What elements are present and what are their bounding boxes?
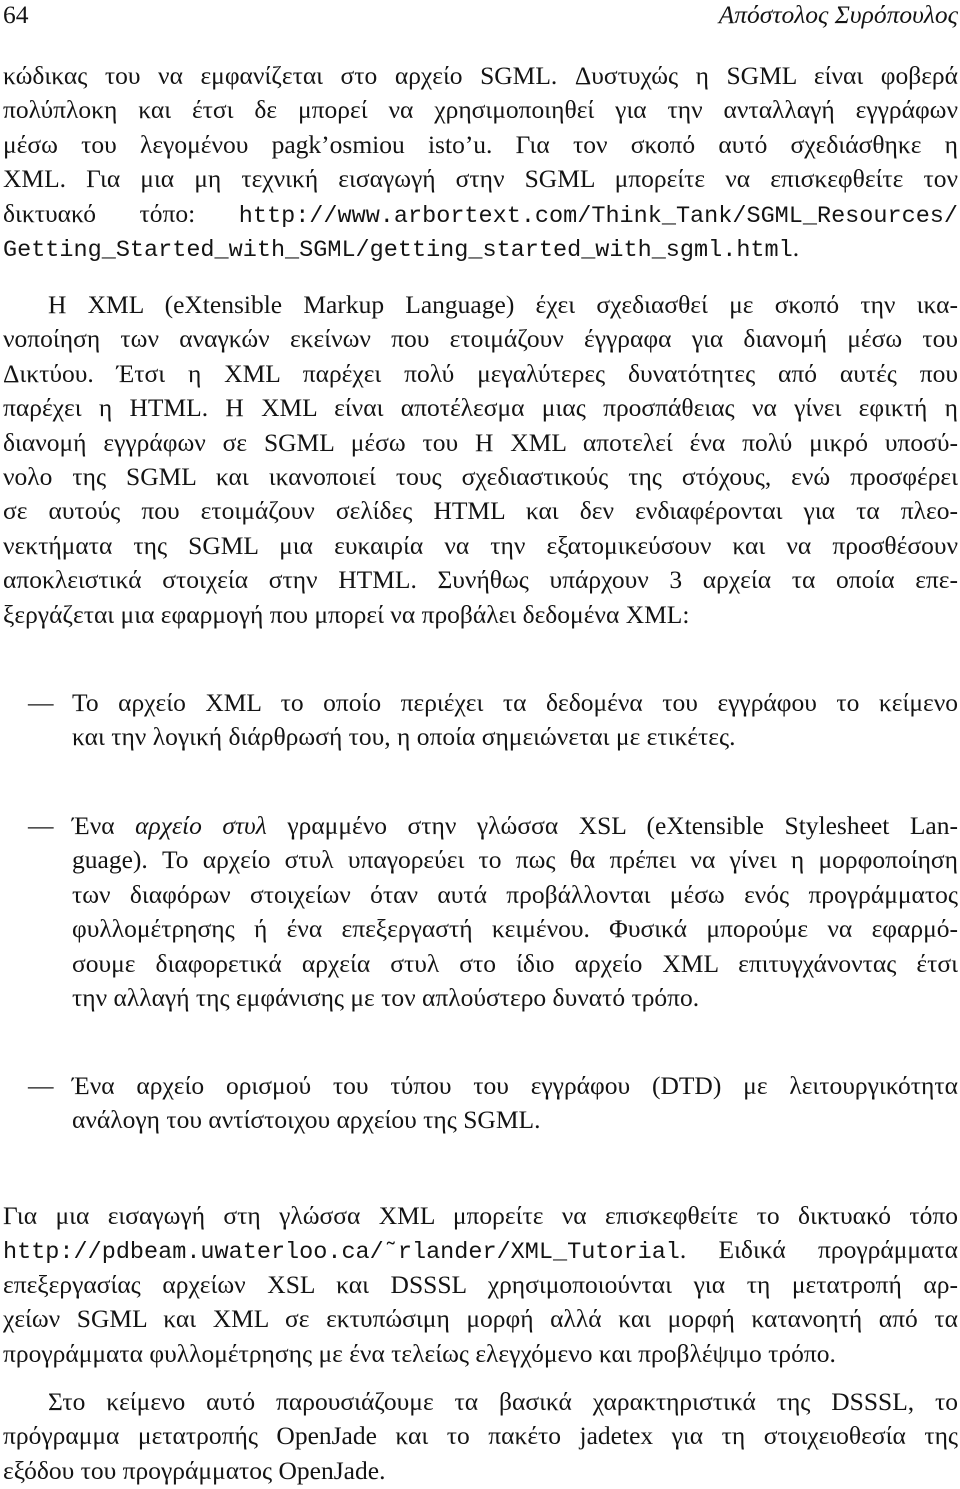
text-run: των διαφόρων στοιχείων όταν αυτά προβάλλονται μέσω ενός προγράμματος <box>72 879 958 909</box>
text-run: Ένα αρχείο ορισμού του τύπου του εγγράφου (DTD) με λειτουργικότητα <box>72 1071 958 1100</box>
text-line <box>3 598 958 632</box>
paragraph <box>3 1385 958 1488</box>
text-run: επεξεργασίας αρχείων XSL και DSSSL χρησιμοποιούνται για τη μετατροπή αρ- <box>3 1269 958 1299</box>
text-run: Ένα <box>72 811 136 840</box>
text-line <box>72 1103 958 1137</box>
text-line <box>3 128 958 162</box>
text-run: γραμμένο στην γλώσσα XSL (eXtensible Stylesheet Lan- <box>266 811 958 840</box>
text-line <box>3 494 958 528</box>
text-run: χείων SGML και XML σε εκτυπώσιμη μορφή αλλά και μορφή κατανοητή από τα <box>3 1304 958 1334</box>
text-run: ξεργάζεται μια εφαρμογή που μπορεί να προβάλει δεδομένα XML: <box>3 599 690 629</box>
text-run: . Ειδικά προγράμματα <box>679 1235 958 1265</box>
text-line <box>3 93 958 127</box>
text-run: φυλλομέτρησης ή ένα επεξεργαστή κειμένου. Φυσικά μπορούμε να εφαρμό- <box>72 914 958 944</box>
text-run: μέσω του λεγομένου pagk’osmiou isto’u. Για τον σκοπό αυτό σχεδιάσθηκε η <box>3 129 958 159</box>
url-text: Getting_Started_with_SGML/getting_started_with_sgml.html <box>3 236 793 264</box>
text-run: προγράμματα φυλλομέτρησης με ένα τελείως ελεγχόμενο και προβλέψιμο τρόπο. <box>3 1338 836 1368</box>
list-item <box>28 686 958 755</box>
text-line <box>3 288 958 322</box>
text-line <box>3 563 958 597</box>
text-line <box>3 197 958 231</box>
list-item <box>28 1069 958 1138</box>
list-item <box>28 809 958 1015</box>
text-run: Δικτύου. Έτσι η XML παρέχει πολύ μεγαλύτερες δυνατότητες από αυτές που <box>3 358 958 388</box>
text-line <box>3 231 958 265</box>
text-line <box>3 460 958 494</box>
text-line <box>72 843 958 877</box>
text-run: την αλλαγή της εμφάνισης με τον απλούστερο δυνατό τρόπο. <box>72 982 700 1012</box>
text-run: αποκλειστικά στοιχεία στην HTML. Συνήθως υπάρχουν 3 αρχεία τα οποία επε- <box>3 565 958 595</box>
text-run: Η XML (eXtensible Markup Language) έχει σχεδιασθεί με σκοπό την ικα- <box>48 290 958 319</box>
text-line <box>3 1233 958 1267</box>
text-run: ανάλογη του αντίστοιχου αρχείου της SGML. <box>72 1105 541 1135</box>
text-run: παρέχει η HTML. Η XML είναι αποτέλεσμα μιας προσπάθειας να γίνει εφικτή η <box>3 393 958 423</box>
text-line <box>3 529 958 563</box>
text-run: και την λογική διάρθρωσή του, η οποία σημειώνεται με ετικέτες. <box>72 722 736 752</box>
text-line <box>3 1268 958 1302</box>
text-run: XML. Για μια μη τεχνική εισαγωγή στην SGML μπορείτε να επισκεφθείτε τον <box>3 164 958 194</box>
text-run: διανομή εγγράφων σε SGML μέσω του Η XML αποτελεί ένα πολύ μικρό υποσύ- <box>3 427 958 457</box>
text-run: Το αρχείο XML το οποίο περιέχει τα δεδομένα του εγγράφου το κείμενο <box>72 688 958 717</box>
text-line <box>3 357 958 391</box>
paragraph <box>3 59 958 265</box>
text-run: . <box>792 232 800 262</box>
text-run: δικτυακό τόπο: <box>3 198 239 228</box>
text-line <box>72 720 958 754</box>
emphasized-text: αρχείο στυλ <box>135 811 267 840</box>
text-line <box>3 1419 958 1453</box>
running-header <box>3 0 958 30</box>
text-run: Στο κείμενο αυτό παρουσιάζουμε τα βασικά χαρακτηριστικά της DSSSL, το <box>48 1387 958 1416</box>
text-line <box>72 912 958 946</box>
text-line <box>3 162 958 196</box>
text-run: εξόδου του προγράμματος OpenJade. <box>3 1455 386 1485</box>
paragraph <box>3 1199 958 1371</box>
text-run: νολο της SGML και ικανοποιεί τους σχεδιαστικούς της στόχους, ενώ προσφέρει <box>3 461 958 491</box>
running-head-author: Απόστολος Συρόπουλος <box>718 0 958 29</box>
text-line <box>72 1069 958 1103</box>
text-run: σε αυτούς που ετοιμάζουν σελίδες HTML και δεν ενδιαφέρονται για τα πλεο- <box>3 496 958 526</box>
url-text: http://pdbeam.uwaterloo.ca/˜rlander/XML_Tutorial <box>3 1239 680 1267</box>
list-marker: — <box>28 688 54 717</box>
list-marker: — <box>28 1071 54 1100</box>
text-run: πρόγραμμα μετατροπής OpenJade και το πακέτο jadetex για τη στοιχειοθεσία της <box>3 1421 958 1451</box>
text-run: πολύπλοκη και έτσι δε μπορεί να χρησιμοποιηθεί για την ανταλλαγή εγγράφων <box>3 95 958 125</box>
text-line <box>72 809 958 843</box>
list-marker: — <box>28 811 54 840</box>
text-line <box>3 426 958 460</box>
text-run: κώδικας του να εμφανίζεται στο αρχείο SGML. Δυστυχώς η SGML είναι φοβερά <box>3 61 958 90</box>
text-line <box>72 878 958 912</box>
text-line <box>3 322 958 356</box>
url-text: http://www.arbortext.com/Think_Tank/SGML_Resources/ <box>238 202 958 230</box>
text-line <box>3 1302 958 1336</box>
text-line <box>3 1385 958 1419</box>
text-line <box>3 1454 958 1488</box>
paragraph <box>3 288 958 632</box>
text-line <box>72 981 958 1015</box>
text-line <box>3 1337 958 1371</box>
text-run: guage). Το αρχείο στυλ υπαγορεύει το πως θα πρέπει να γίνει η μορφοποίηση <box>72 845 958 875</box>
text-line <box>3 59 958 93</box>
page-number: 64 <box>3 0 29 29</box>
text-run: νεκτήματα της SGML μια ευκαιρία να την εξατομικεύσουν και να προσθέσουν <box>3 530 958 560</box>
text-line <box>3 391 958 425</box>
text-line <box>72 686 958 720</box>
text-line <box>72 947 958 981</box>
text-run: νοποίηση των αναγκών εκείνων που ετοιμάζουν έγγραφα για διανομή μέσω του <box>3 324 958 354</box>
text-run: σουμε διαφορετικά αρχεία στυλ στο ίδιο αρχείο XML επιτυγχάνοντας έτσι <box>72 948 958 978</box>
text-line <box>3 1199 958 1233</box>
text-run: Για μια εισαγωγή στη γλώσσα XML μπορείτε να επισκεφθείτε το δικτυακό τόπο <box>3 1201 958 1230</box>
